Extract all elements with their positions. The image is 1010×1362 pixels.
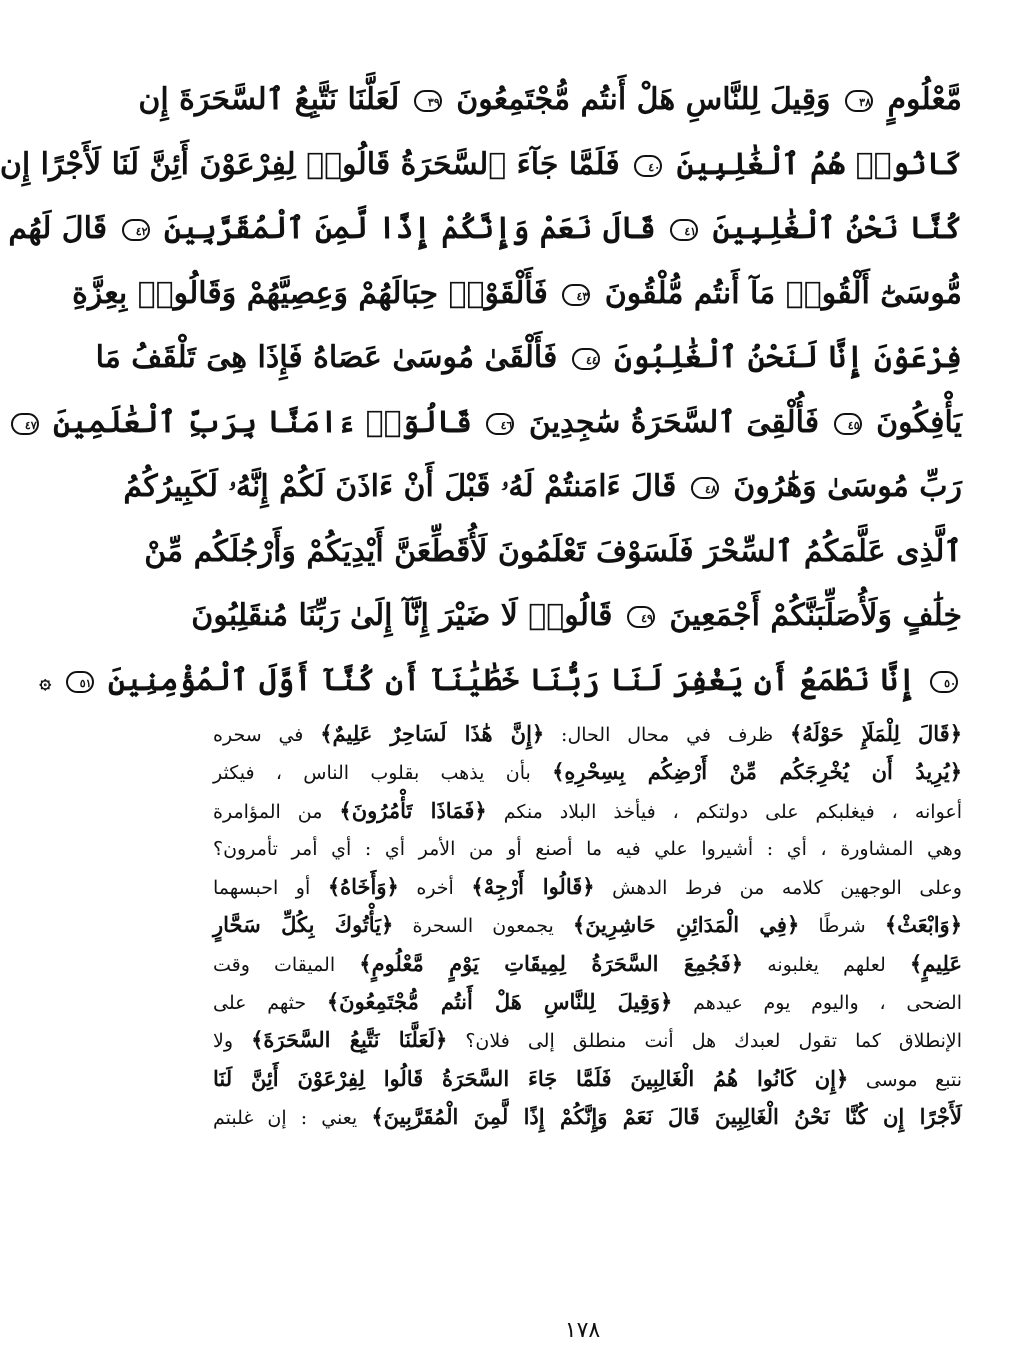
ayah-number-marker: ٥١ [66, 671, 94, 693]
text-segment: مَّعْلُومٍ [887, 82, 962, 117]
text-segment: لَعَلَّنَا نَتَّبِعُ ٱلسَّحَرَةَ إِن [138, 82, 400, 117]
text-segment: رَبِّ مُوسَىٰ وَهَٰرُونَ [733, 469, 962, 504]
quran-quote: ﴿إِن كَانُوا هُمُ الْغَالِبِينَ فَلَمَّا جَاءَ السَّحَرَةُ قَالُوا لِفِرْعَوْنَ أَئِنَّ لَنَا [213, 1065, 849, 1091]
text-segment: فَأَلْقَىٰ مُوسَىٰ عَصَاهُ فَإِذَا هِىَ تَلْقَفُ مَا [95, 340, 558, 375]
quran-line [24, 391, 962, 456]
ayah-number-marker: ٤٩ [627, 606, 655, 628]
text-segment: لعلهم يغلبونه [743, 953, 886, 976]
text-segment: من المؤامرة [213, 800, 323, 823]
ayah-number-marker: ٤٧ [11, 413, 39, 435]
ayah-number-marker: ٤٨ [691, 477, 719, 499]
text-segment: وَقِيلَ لِلنَّاسِ هَلْ أَنتُم مُّجْتَمِعُونَ [456, 82, 831, 117]
tafsir-line [213, 830, 962, 868]
quran-line [138, 68, 962, 133]
quran-line [191, 584, 962, 649]
quran-quote: ﴿لَعَلَّنَا نَتَّبِعُ السَّحَرَةَ﴾ [251, 1027, 448, 1053]
quran-line [39, 649, 962, 714]
text-segment: قَالُوٓا۟ ءَامَنَّا بِرَبِّ ٱلْعَٰلَمِينَ [53, 404, 472, 440]
ayah-number-marker: ٤٥ [834, 413, 862, 435]
text-segment: فَأُلْقِىَ ٱلسَّحَرَةُ سَٰجِدِينَ [528, 404, 820, 440]
tafsir-line [213, 945, 962, 983]
text-segment: أو احبسهما [213, 877, 311, 900]
text-segment: إِنَّا نَطْمَعُ أَن يَغْفِرَ لَنَا رَبُّنَا خَطَٰيَٰنَآ أَن كُنَّآ أَوَّلَ ٱلْمُؤْمِنِينَ [107, 662, 916, 698]
quran-line [123, 455, 962, 520]
text-segment: الإنطلاق كما تقول لعبدك هل أنت منطلق إلى فلان؟ [447, 1030, 962, 1053]
quran-line [0, 133, 962, 198]
text-segment: مُّوسَىٰٓ أَلْقُوا۟ مَآ أَنتُم مُّلْقُونَ [604, 275, 962, 311]
text-segment: قَالَ نَعَمْ وَإِنَّكُمْ إِذًا لَّمِنَ ٱلْمُقَرَّبِينَ [164, 211, 656, 246]
ayah-number-marker: ٤٤ [572, 348, 600, 370]
quran-line [8, 197, 962, 262]
text-segment: قَالَ لَهُم [8, 211, 108, 246]
text-segment: فَأَلْقَوْا۟ حِبَالَهُمْ وَعِصِيَّهُمْ وَقَالُوا۟ بِعِزَّةِ [72, 275, 548, 311]
tafsir-line [213, 1098, 962, 1136]
text-segment: ظرف في محال الحال: [544, 724, 774, 746]
text-segment: الميقات وقت [213, 953, 336, 976]
tafsir-line [213, 983, 962, 1021]
quran-quote: ﴿قَالَ لِلْمَلَإِ حَوْلَهُ﴾ [789, 721, 963, 746]
tafsir-line [213, 792, 962, 830]
quran-quote: ﴿فِي الْمَدَائِنِ حَاشِرِينَ﴾ [572, 912, 800, 938]
quran-line [72, 262, 962, 327]
text-segment: قَالُوا۟ لَا ضَيْرَ إِنَّآ إِلَىٰ رَبِّنَا مُنقَلِبُونَ [191, 598, 613, 633]
ayah-number-marker: ٤٦ [486, 413, 514, 435]
text-segment: قَالَ ءَامَنتُمْ لَهُۥ قَبْلَ أَنْ ءَاذَنَ لَكُمْ إِنَّهُۥ لَكَبِيرُكُمُ [123, 469, 677, 504]
quran-quote: لَأَجْرًا إِن كُنَّا نَحْنُ الْغَالِبِينَ قَالَ نَعَمْ وَإِنَّكُمْ إِذًا لَّمِنَ الْمُقَرَّبِينَ﴾ [371, 1103, 962, 1129]
ayah-number-marker: ٤٣ [562, 284, 590, 306]
quran-quote: ﴿قَالُوا أَرْجِهْ﴾ [471, 874, 595, 900]
text-segment: كَانُوا۟ هُمُ ٱلْغَٰلِبِينَ [676, 146, 962, 182]
tafsir-line [213, 868, 962, 906]
page-number: ١٧٨ [564, 1318, 601, 1343]
quran-quote: ﴿يَأْتُوكَ بِكُلِّ سَحَّارٍ [213, 912, 394, 938]
tafsir-line [213, 1060, 962, 1098]
text-segment: يجمعون السحرة [393, 915, 554, 938]
ayah-number-marker: ٣٩ [414, 90, 442, 112]
text-segment: كُنَّا نَحْنُ ٱلْغَٰلِبِينَ [712, 211, 962, 246]
ayah-number-marker: ٣٨ [845, 90, 873, 112]
quran-quote: ﴿يُرِيدُ أَن يُخْرِجَكُم مِّنْ أَرْضِكُم بِسِحْرِهِ﴾ [552, 759, 963, 785]
quran-quote: ﴿فَجُمِعَ السَّحَرَةُ لِمِيقَاتِ يَوْمٍ مَّعْلُومٍ﴾ [359, 950, 744, 976]
tafsir-line [213, 1021, 962, 1059]
text-segment: ولا [213, 1030, 234, 1053]
section-star-icon: ۞ [39, 669, 52, 694]
book-page [0, 68, 963, 1362]
quran-line [95, 326, 962, 391]
quran-quote: ﴿وَأَخَاهُ﴾ [327, 874, 399, 900]
text-segment: نتبع موسى [848, 1068, 962, 1091]
quran-quote: ﴿إِنَّ هَٰذَا لَسَاحِرٌ عَلِيمٌ﴾ [320, 721, 545, 746]
text-segment: فِرْعَوْنَ إِنَّا لَنَحْنُ ٱلْغَٰلِبُونَ [614, 340, 962, 375]
quran-text-block [0, 68, 962, 713]
quran-quote: ﴿فَمَاذَا تَأْمُرُونَ﴾ [339, 797, 487, 823]
text-segment: ٱلَّذِى عَلَّمَكُمُ ٱلسِّحْرَ فَلَسَوْفَ تَعْلَمُونَ لَأُقَطِّعَنَّ أَيْدِيَكُمْ وَأَرْجُلَكُم مِّنْ [144, 533, 962, 569]
ayah-number-marker: ٤٢ [122, 219, 150, 241]
text-segment: الضحى ، واليوم يوم عيدهم [672, 992, 962, 1015]
text-segment: في سحره [213, 724, 304, 746]
quran-quote: ﴿وَقِيلَ لِلنَّاسِ هَلْ أَنتُم مُّجْتَمِعُونَ﴾ [326, 989, 673, 1015]
tafsir-line [213, 906, 962, 944]
tafsir-line [213, 715, 962, 753]
text-segment: شرطًا [799, 915, 866, 938]
tafsir-commentary-block [213, 715, 962, 1136]
ayah-number-marker: ٤٠ [634, 155, 662, 177]
tafsir-line [213, 753, 962, 791]
text-segment: خِلَٰفٍ وَلَأُصَلِّبَنَّكُمْ أَجْمَعِينَ [669, 598, 962, 633]
text-segment: وعلى الوجهين كلامه من فرط الدهش [594, 877, 962, 900]
text-segment: وهي المشاورة ، أي : أشيروا علي فيه ما أصنع أو من الأمر أي : أي أمر تأمرون؟ [213, 837, 962, 860]
quran-quote: ﴿وَابْعَثْ﴾ [884, 912, 962, 938]
text-segment: أخره [398, 877, 454, 900]
text-segment: أعوانه ، فيغلبكم على دولتكم ، فيأخذ البلاد منكم [503, 800, 962, 823]
text-segment: فَلَمَّا جَآءَ ٱلسَّحَرَةُ قَالُوا۟ لِفِرْعَوْنَ أَئِنَّ لَنَا لَأَجْرًا إِن [0, 146, 620, 182]
text-segment: يعني : إن غلبتم [213, 1106, 358, 1129]
quran-quote: عَلِيمٍ﴾ [909, 950, 962, 976]
text-segment: حثهم على [213, 992, 307, 1015]
quran-line [144, 520, 962, 585]
ayah-number-marker: ٤١ [670, 219, 698, 241]
text-segment: بأن يذهب بقلوب الناس ، فيكثر [213, 762, 531, 785]
text-segment: يَأْفِكُونَ [876, 404, 962, 440]
ayah-number-marker: ٥٠ [930, 671, 958, 693]
